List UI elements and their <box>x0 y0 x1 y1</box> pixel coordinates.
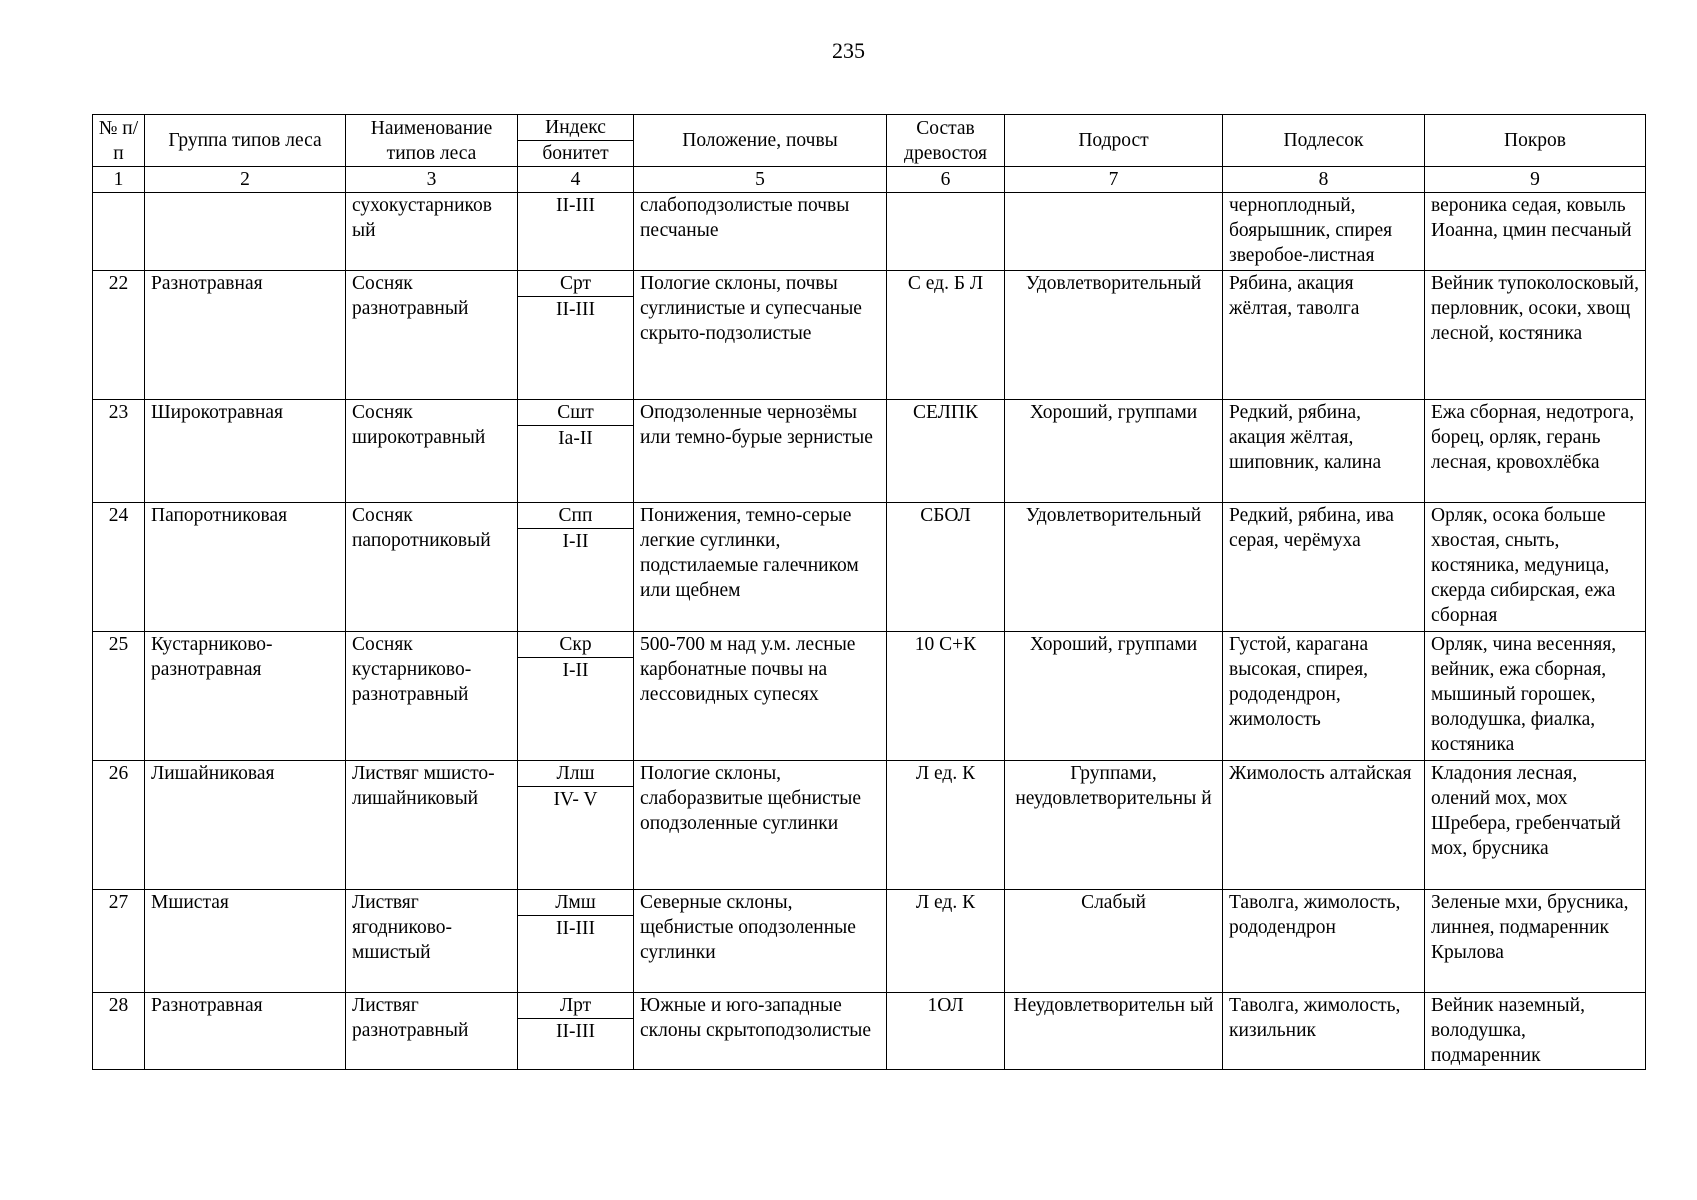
cell-name: Сосняк широкотравный <box>346 400 518 503</box>
forest-types-table <box>92 114 1646 1070</box>
cell-num: 28 <box>93 993 145 1070</box>
cell-undergrowth: Хороший, группами <box>1005 400 1223 503</box>
cell-bonitet: I-II <box>518 529 634 632</box>
table-row <box>93 632 1646 658</box>
column-number: 5 <box>634 167 887 193</box>
cell-cover: Кладония лесная, олений мох, мох Шребера, гребенчатый мох, брусника <box>1425 761 1646 890</box>
header-undergrowth: Подрост <box>1005 115 1223 167</box>
cell-position: 500-700 м над у.м. лесные карбонатные почвы на лессовидных супесях <box>634 632 887 761</box>
table-row <box>93 993 1646 1019</box>
cell-position: Северные склоны, щебнистые оподзоленные суглинки <box>634 890 887 993</box>
header-composition: Состав древостоя <box>887 115 1005 167</box>
table-row <box>93 400 1646 426</box>
cell-composition: СЕЛПК <box>887 400 1005 503</box>
cell-composition: С ед. Б Л <box>887 271 1005 400</box>
header-index: Индекс <box>518 115 634 141</box>
cell-num: 23 <box>93 400 145 503</box>
cell-group: Мшистая <box>145 890 346 993</box>
cell-group: Разнотравная <box>145 993 346 1070</box>
cell-cover: Зеленые мхи, брусника, линнея, подмаренник Крылова <box>1425 890 1646 993</box>
cell-name: Сосняк папоротниковый <box>346 503 518 632</box>
cell-name: Листвяг ягодниково-мшистый <box>346 890 518 993</box>
header-group: Группа типов леса <box>145 115 346 167</box>
cell-cover: Орляк, чина весенняя, вейник, ежа сборная, мышиный горошек, володушка, фиалка, костяника <box>1425 632 1646 761</box>
cell-group: Лишайниковая <box>145 761 346 890</box>
cell-num: 24 <box>93 503 145 632</box>
cell-bonitet: II-III <box>518 193 634 271</box>
cell-composition: 1ОЛ <box>887 993 1005 1070</box>
table-row <box>93 761 1646 787</box>
cell-index: Лмш <box>518 890 634 916</box>
cell-name: Листвяг мшисто-лишайниковый <box>346 761 518 890</box>
header-row <box>93 115 1646 141</box>
cell-position: Оподзоленные чернозёмы или темно-бурые зернистые <box>634 400 887 503</box>
cell-position: Пологие склоны, почвы суглинистые и супесчаные скрыто-подзолистые <box>634 271 887 400</box>
cell-underbrush: Редкий, рябина, ива серая, черёмуха <box>1223 503 1425 632</box>
cell-num: 25 <box>93 632 145 761</box>
cell-undergrowth: Удовлетворительный <box>1005 271 1223 400</box>
header-name: Наименование типов леса <box>346 115 518 167</box>
cell-undergrowth: Неудовлетворительн ый <box>1005 993 1223 1070</box>
cell-bonitet: II-III <box>518 297 634 400</box>
table-row <box>93 890 1646 916</box>
column-number: 4 <box>518 167 634 193</box>
cell-group: Широкотравная <box>145 400 346 503</box>
cell-cover: Ежа сборная, недотрога, борец, орляк, герань лесная, кровохлёбка <box>1425 400 1646 503</box>
column-number: 7 <box>1005 167 1223 193</box>
cell-composition: Л ед. К <box>887 890 1005 993</box>
column-number-row <box>93 167 1646 193</box>
cell-underbrush: Редкий, рябина, акация жёлтая, шиповник, калина <box>1223 400 1425 503</box>
cell-index: Скр <box>518 632 634 658</box>
column-number: 6 <box>887 167 1005 193</box>
cell-group: Папоротниковая <box>145 503 346 632</box>
cell-composition: Л ед. К <box>887 761 1005 890</box>
cell-name: Сосняк кустарниково-разнотравный <box>346 632 518 761</box>
cell-index: Лрт <box>518 993 634 1019</box>
cell-cover: Вейник тупоколосковый, перловник, осоки, хвощ лесной, костяника <box>1425 271 1646 400</box>
table-row <box>93 503 1646 529</box>
header-position: Положение, почвы <box>634 115 887 167</box>
cell-name: Сосняк разнотравный <box>346 271 518 400</box>
column-number: 2 <box>145 167 346 193</box>
cell-underbrush: Таволга, жимолость, кизильник <box>1223 993 1425 1070</box>
cell-position: слабоподзолистые почвы песчаные <box>634 193 887 271</box>
cell-underbrush: Густой, карагана высокая, спирея, рододендрон, жимолость <box>1223 632 1425 761</box>
cell-group: Разнотравная <box>145 271 346 400</box>
cell-undergrowth: Хороший, группами <box>1005 632 1223 761</box>
table-row <box>93 271 1646 297</box>
column-number: 1 <box>93 167 145 193</box>
table-row-continuation <box>93 193 1646 271</box>
cell-composition <box>887 193 1005 271</box>
header-bonitet: бонитет <box>518 141 634 167</box>
cell-undergrowth: Слабый <box>1005 890 1223 993</box>
cell-bonitet: II-III <box>518 916 634 993</box>
cell-position: Понижения, темно-серые легкие суглинки, подстилаемые галечником или щебнем <box>634 503 887 632</box>
cell-composition: СБОЛ <box>887 503 1005 632</box>
cell-cover: Вейник наземный, володушка, подмаренник <box>1425 993 1646 1070</box>
cell-cover: Орляк, осока больше хвостая, сныть, костяника, медуница, скерда сибирская, ежа сборная <box>1425 503 1646 632</box>
cell-num <box>93 193 145 271</box>
cell-name: Листвяг разнотравный <box>346 993 518 1070</box>
cell-num: 27 <box>93 890 145 993</box>
cell-cover: вероника седая, ковыль Иоанна, цмин песчаный <box>1425 193 1646 271</box>
cell-underbrush: Рябина, акация жёлтая, таволга <box>1223 271 1425 400</box>
cell-undergrowth <box>1005 193 1223 271</box>
cell-position: Южные и юго-западные склоны скрытоподзолистые <box>634 993 887 1070</box>
header-num: № п/п <box>93 115 145 167</box>
column-number: 9 <box>1425 167 1646 193</box>
cell-index: Спп <box>518 503 634 529</box>
header-underbrush: Подлесок <box>1223 115 1425 167</box>
cell-composition: 10 С+К <box>887 632 1005 761</box>
cell-undergrowth: Группами, неудовлетворительны й <box>1005 761 1223 890</box>
cell-group <box>145 193 346 271</box>
page-number: 235 <box>832 38 865 63</box>
cell-bonitet: I-II <box>518 658 634 761</box>
cell-index: Ллш <box>518 761 634 787</box>
column-number: 3 <box>346 167 518 193</box>
cell-num: 22 <box>93 271 145 400</box>
cell-undergrowth: Удовлетворительный <box>1005 503 1223 632</box>
cell-index: Сшт <box>518 400 634 426</box>
cell-name: сухокустарников ый <box>346 193 518 271</box>
cell-bonitet: II-III <box>518 1019 634 1070</box>
cell-bonitet: IV- V <box>518 787 634 890</box>
cell-underbrush: черноплодный, боярышник, спирея зверобое-листная <box>1223 193 1425 271</box>
cell-underbrush: Жимолость алтайская <box>1223 761 1425 890</box>
cell-num: 26 <box>93 761 145 890</box>
cell-bonitet: Ia-II <box>518 426 634 503</box>
cell-group: Кустарниково-разнотравная <box>145 632 346 761</box>
header-cover: Покров <box>1425 115 1646 167</box>
column-number: 8 <box>1223 167 1425 193</box>
cell-underbrush: Таволга, жимолость, рододендрон <box>1223 890 1425 993</box>
cell-index: Срт <box>518 271 634 297</box>
cell-position: Пологие склоны, слаборазвитые щебнистые оподзоленные суглинки <box>634 761 887 890</box>
